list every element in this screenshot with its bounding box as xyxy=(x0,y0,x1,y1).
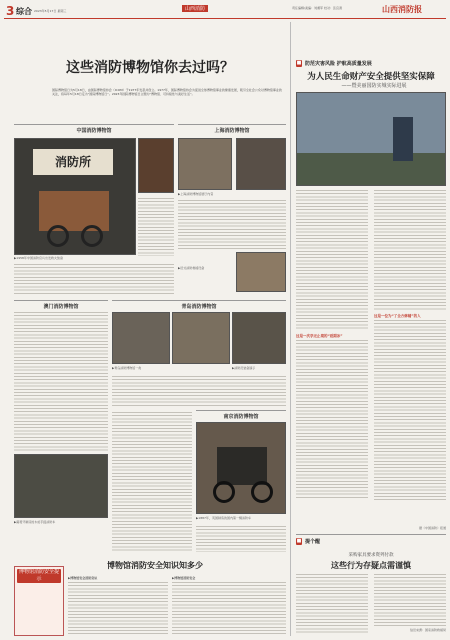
remind-marker-icon: ■ xyxy=(296,538,302,544)
remind-tag xyxy=(296,538,320,545)
tip-label: 博物馆消防安全提示 xyxy=(18,569,59,582)
remind-rule xyxy=(296,534,446,535)
knowledge-title: 博物馆消防安全知识知多少 xyxy=(107,561,203,570)
sign-board: 消防所 xyxy=(33,149,113,175)
photo-ground xyxy=(297,153,445,185)
masthead-rule xyxy=(4,18,446,19)
knowledge-body-2 xyxy=(172,582,286,636)
shanghai-photo-2 xyxy=(236,138,286,190)
qingdao-header-label: 青岛消防博物馆 xyxy=(181,304,217,310)
shanghai-body xyxy=(178,200,286,250)
china-photo-small xyxy=(138,138,174,193)
nanjing-body-left xyxy=(112,412,192,552)
china-body xyxy=(14,264,174,294)
page-section: 综合 xyxy=(16,7,32,16)
page-number: 3 xyxy=(6,4,15,18)
right-main-photo xyxy=(296,92,446,186)
right-body-4 xyxy=(296,340,368,500)
knowledge-body-1 xyxy=(68,582,168,636)
editor-credit: 责任编辑/美编：刘湘军 校对：张宜清 xyxy=(292,6,342,10)
qingdao-header xyxy=(112,300,286,310)
cart-wheel xyxy=(47,225,69,247)
right-section-label: 防范灾害风险 护航高质量发展 xyxy=(305,61,372,67)
china-header-label: 中国消防博物馆 xyxy=(76,128,112,134)
china-photo xyxy=(14,138,136,255)
shanghai-photo-1 xyxy=(178,138,232,190)
right-body-2 xyxy=(374,190,446,310)
remind-body-1 xyxy=(296,574,368,634)
macau-photo xyxy=(14,454,108,518)
right-footer-credit: 据《中国消防》报道 xyxy=(418,526,446,530)
right-section-tag xyxy=(296,60,372,67)
tip-box xyxy=(14,566,64,636)
knowledge-sub-1: ▶博物馆安全消防常识 xyxy=(68,576,98,580)
left-lead: 国际博物馆日为5月18日，由国际博物馆协会（ICOM）于1977年发起并创立。1977年，国际博物馆协会为促进全球博物馆事业的健康发展，吸引全社会公众对博物馆事业的关注，将每年5月18日定为“国际博物馆日”。2023年国际博物馆日主题为“博物馆、可持续性与美好生活”。 xyxy=(52,88,282,97)
remind-source: 信息来源：国家消防救援局 xyxy=(409,628,446,632)
photo-figure xyxy=(393,117,413,161)
shanghai-caption-2: ▶旧式消防救援设备 xyxy=(178,266,205,270)
macau-header xyxy=(14,300,108,310)
issue-date: 2023年5月17日 星期三 xyxy=(34,9,67,13)
china-caption: ▶1958年中国消防官兵出发救火装备 xyxy=(14,256,63,260)
right-title: 为人民生命财产安全提供坚实保障 xyxy=(307,72,435,82)
macau-caption: ▶葡萄牙制造的木质手摇消防车 xyxy=(14,520,56,524)
left-title: 这些消防博物馆你去过吗？ xyxy=(66,60,234,76)
qingdao-photo-3 xyxy=(232,312,286,364)
right-body-1 xyxy=(296,190,368,330)
qingdao-photo-1 xyxy=(112,312,170,364)
right-subtitle: ——暨美丽国防实城实际进展 xyxy=(341,83,407,89)
remind-body-2 xyxy=(374,574,446,626)
remind-big-title: 这些行为存疑点需谨慎 xyxy=(331,561,411,570)
nanjing-body-right xyxy=(196,526,286,552)
china-text xyxy=(138,198,174,256)
engine-body xyxy=(217,447,267,485)
column-divider xyxy=(290,22,291,636)
right-subhead-1: 这是一次学无止境的“延期冰” xyxy=(296,334,343,338)
engine-wheel xyxy=(213,481,235,503)
section-marker-icon: ■ xyxy=(296,60,302,66)
shanghai-header-label: 上海消防博物馆 xyxy=(214,128,250,134)
remind-label: 提个醒 xyxy=(305,539,321,545)
nanjing-header xyxy=(196,410,286,420)
shanghai-header xyxy=(178,124,286,134)
shanghai-photo-3 xyxy=(236,252,286,292)
nanjing-photo xyxy=(196,422,286,514)
nanjing-header-label: 南京消防博物馆 xyxy=(223,414,259,420)
right-subhead-2: 这是一位为“了全方修辅”的人 xyxy=(374,314,421,318)
right-body-3 xyxy=(374,320,446,500)
paper-logo-small: 山西消防 xyxy=(182,5,208,12)
macau-header-label: 澳门消防博物馆 xyxy=(43,304,79,310)
qingdao-caption-2: ▶消防员装备演示 xyxy=(232,366,256,370)
cart-wheel xyxy=(81,225,103,247)
knowledge-sub-2: ▶博物馆消防安全 xyxy=(172,576,196,580)
paper-logo-right: 山西消防报 xyxy=(382,5,422,14)
qingdao-photo-2 xyxy=(172,312,230,364)
china-header xyxy=(14,124,174,134)
fire-cart xyxy=(39,191,109,231)
remind-small-title: 采购家具要求资列付款 xyxy=(348,553,394,558)
shanghai-caption-1: ▶上海消防博物馆展厅内景 xyxy=(178,192,214,196)
qingdao-body xyxy=(112,376,286,406)
macau-body xyxy=(14,312,108,452)
nanjing-caption: ▶1887年，英国制造的国内第一辆消防车 xyxy=(196,516,251,520)
qingdao-caption-1: ▶青岛消防博物馆一角 xyxy=(112,366,142,370)
engine-wheel xyxy=(251,481,273,503)
